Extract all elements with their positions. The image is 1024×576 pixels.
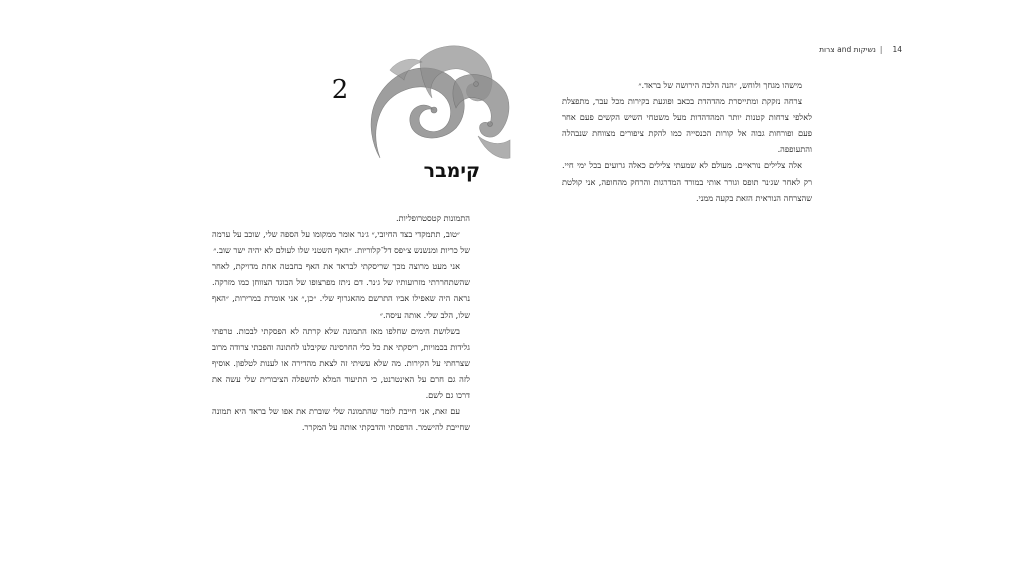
chapter-title: קימבר: [423, 160, 480, 182]
paragraph: מישהו מגחך ולוחש, ״הנה הלכה הירושה של בראד.״: [638, 80, 802, 90]
paragraph: אלה צלילים נוראיים. מעולם לא שמעתי צלילים כאלה גרועים בכל ימי חיי. רק לאחר שג׳נר תופס וגורר אותי במורד המדרגות והרחק מהחופה, אני קולטת שהצרחה הנוראית הזאת בקעה ממני.: [562, 160, 812, 203]
separator: |: [879, 45, 883, 54]
running-head: [702, 45, 902, 54]
running-title: נשיקות and צרות: [819, 45, 876, 54]
page-number: 14: [892, 45, 902, 54]
right-page: [512, 0, 1024, 576]
paragraph: ״טוב, תתמקדי בצד החיובי,״ ג׳נר אומר ממקומו על הספה שלי, שוכב על ערמה של כריות ומנשנש צ׳יפס דל־קלוריות. ״האף השטני שלו לעולם לא יהיה ישר שוב.״: [212, 229, 470, 256]
right-page-body: [562, 77, 812, 206]
paragraph: עם זאת, אני חייבת לומר שהתמונה שלי שוברת את אפו של בראד היא תמונה שחייבת להישמר. הדפסתי והדבקתי אותה על המקרר.: [212, 406, 470, 433]
chapter-number: 2: [331, 75, 349, 105]
left-page-body: [212, 210, 470, 435]
paragraph: התמונות קטסטרופליות.: [395, 213, 470, 223]
paragraph: אני מעט מרוצה מכך שריסקתי לבראד את האף בחבטה אחת מדויקת, לאחר שהשתחררתי מזרועותיו של ג׳נר. דם ניתז מפרצופו של הבוגד הצווחן כמו מזרקה. נראה היה שאפילו אביו התרשם מהאגרוף שלי. ״כן,״ אני אומרת במרירות, ״האף שלו, הלב שלי. אותה עיסה.״: [212, 261, 470, 320]
paragraph: בשלושת הימים שחלפו מאז התמונה שלא קרתה לא הפסקתי לבכות. טרפתי גלידות בכמויות, ריסקתי את כל כלי החרסינה שקיבלנו לחתונה והפכתי צרודה מרוב שצרחתי על הקירות. מה שלא עשיתי זה לצאת מהדירה או לענות לטלפון. אוסיף לזה גם חרם על האינטרנט, כי התיעוד המלא להשפלה הציבורית שלי עשה את דרכו גם לשם.: [212, 325, 470, 401]
scroll-ornament-icon: [360, 40, 512, 160]
paragraph: צרחה נזקקת ומתייסרת מהדהדת בכאב ופוגעת בקירות מכל עבר, מתפצלת לאלפי צרחות קטנות יותר המהדהדות מעל משטחי השיש הקשים פעם אחר פעם ופורחות גבוה אל קורות הכנסייה כמו להקת ציפורים מצווחת שנבהלה והתעופפה.: [562, 96, 812, 155]
